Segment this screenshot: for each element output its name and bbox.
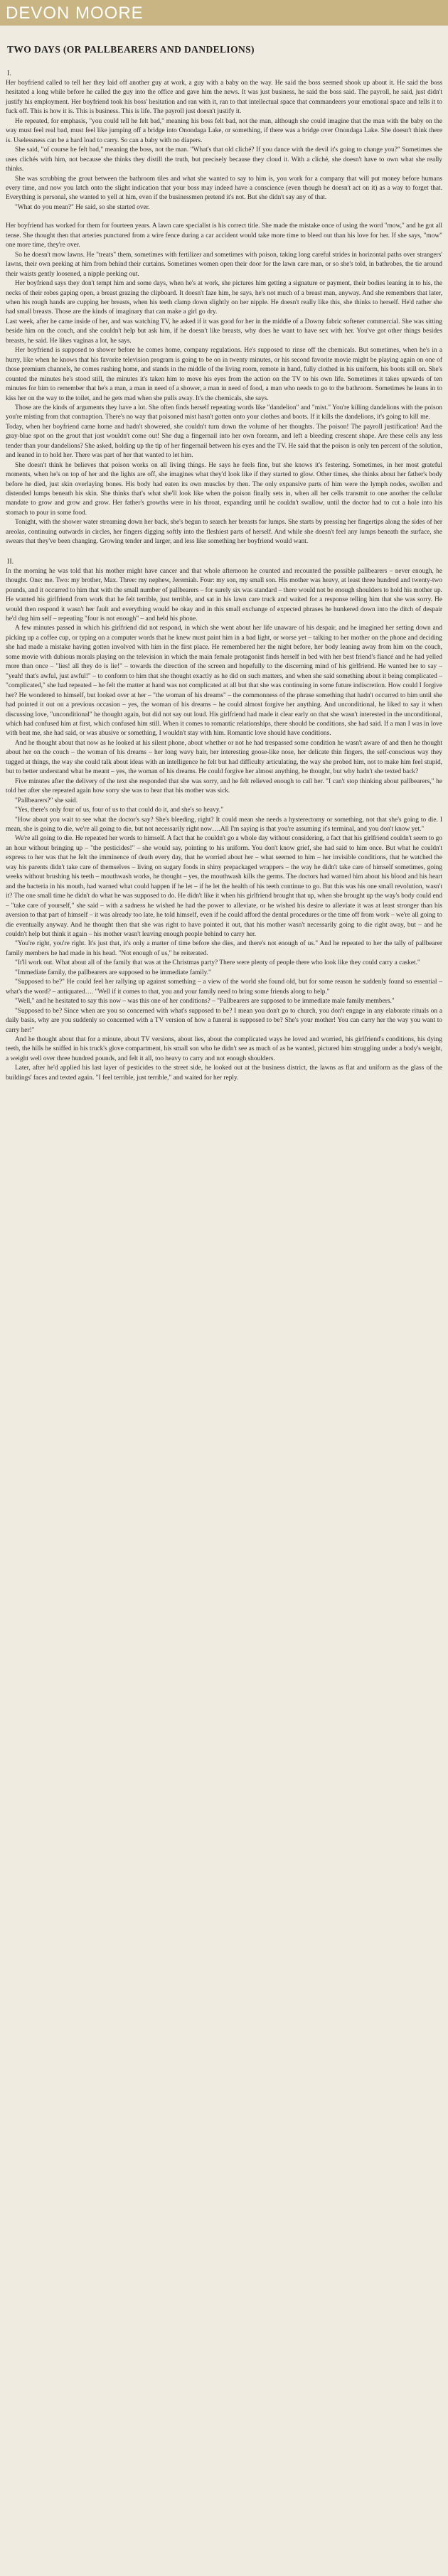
paragraph: She was scrubbing the grout between the bathroom tiles and what she wanted to say to him is, you work for a company that will put money before humans every time, and now you latch onto the slight indication that your boss may indeed have a conscience (even though he doesn't act on it) as a way to forget that. Everything is personal, she wanted to yell at him, even if the businessmen pretend it's not. But she didn't say any of that. — [6, 175, 442, 202]
paragraph-gap — [6, 212, 442, 222]
paragraph: And he thought about that for a minute, about TV versions, about lies, about the complicated ways he loved and worried, his girlfriend's conditions, his dying teeth, the hills he sniffed in his truck's glove compartment, his small son who he didn't see as much of as he wanted, pictured him struggling under a body's weight, a weight well over three hundred pounds, and felt it all, too heavy to carry and not enough shoulders. — [6, 1035, 442, 1062]
paragraph: "Immediate family, the pallbearers are supposed to be immediate family." — [15, 969, 211, 976]
paragraph: "It'll work out. What about all of the family that was at the Christmas party? There were plenty of people there who look like they could carry a casket." — [15, 959, 420, 967]
paragraph: Later, after he'd applied his last layer of pesticides to the street side, he looked out at the business district, the lawns as flat and uniform as the glass of the buildings' faces and texted again. "I feel terrible, just terrible," and waited for her reply. — [6, 1065, 442, 1082]
paragraph: "Yes, there's only four of us, four of us to that could do it, and she's so heavy." — [15, 807, 224, 814]
paragraph: Those are the kinds of arguments they have a lot. She often finds herself repeating words like "dandelion" and "mist." You're killing dandelions with the poison you're misting from that contraption. There's no way that poisoned mist hasn't gotten onto your clothes and boots. If it kills the dandelions, it's going to kill me. — [6, 404, 442, 421]
paragraph: In the morning he was told that his mother might have cancer and that whole afternoon he counted and recounted the possible pallbearers – never enough, he thought. One: me. Two: my brother, Max. Three: my nephew, Jeremiah. Four: my son, my small son. His mother was heavy, at least three hundred and twenty-two pounds, and it occurred to him that with the small number of pallbearers – for surely six was standard – there would not be enough shoulders to hold his mother up. He wanted his girlfriend from work that he felt terrible, just terrible, and sat in his lawn care truck and waited for a response telling him that she was sorry. He would then respond it wasn't her fault and everything would be okay and in this small exchange of expected phrases he hunkered down into the ditch of despair he'd dug him self – repeating "four is not enough" – and held his phone. — [6, 567, 442, 623]
paragraph: "What do you mean?" He said, so she started over. — [15, 203, 150, 211]
paragraph: "Supposed to be?" He could feel her rallying up against something – a view of the world she found old, but for some reason he suddenly found so essential – what's the word? – antiquated…. "Well if it comes to that, you and your family need to bring some friends along to help." — [6, 979, 442, 996]
paragraph: Tonight, with the shower water streaming down her back, she's begun to search her breasts for lumps. She starts by pressing her fingertips along the sides of her areolas, continuing outwards in circles, her fingers digging softly into the fleshiest parts of herself. And while she doesn't feel any lumps beneath the surface, she swears that they've been changing. Growing tender and larger, and less like something her boyfriend would want. — [6, 519, 442, 546]
paragraph: Her boyfriend called to tell her they laid off another guy at work, a guy with a baby on the way. He said the boss seemed shook up about it. He said the boss hesitated a long while before he called the guy into the office and gave him the news. It was just business, he said the boss said. The payroll, he said, just didn't justify his employment. Her boyfriend took his boss' hesitation and ran with it, ran to that intellectual space that commandeers your emotional space and tells it to fuck off. This is how it is. This is business. This is life. The payroll just doesn't justify it. — [6, 80, 442, 116]
paragraph: Last week, after he came inside of her, and was watching TV, he asked if it was good for her in the middle of a Downy fabric softener commercial. She was sitting beside him on the couch, and she couldn't help but ask him, if he doesn't like breasts, why does he want to have sex with her. You've got other things besides breasts, he said. He likes vaginas a lot, he says. — [6, 318, 442, 345]
section-gap — [6, 547, 442, 556]
paragraph: He repeated, for emphasis, "you could tell he felt bad," meaning his boss felt bad, not the man, although she could imagine that the man with the baby on the way must feel real bad, must feel like jumping off a bridge into Onondaga Lake, or something, if there was a bridge over Onondaga Lake. She doesn't think there is. Uselessness can be a hard load to carry. So can a baby with no diapers. — [6, 117, 442, 144]
section-numeral-1: I. — [7, 70, 11, 77]
paragraph: "Well," and he hesitated to say this now – was this one of her conditions? – "Pallbearers are supposed to be immediate male family members." — [15, 998, 395, 1006]
paragraph: Today, when her boyfriend came home and hadn't showered, she couldn't turn down the volume of her thoughts. The poison! The payroll justification! And the gray-blue spot on the grout that just wouldn't come out! She dug a fingernail into her own forearm, and left a bleeding crescent shape. Are these cells any less tender than your dandelions? She asked, holding up the tip of her fingernail between his eyes and the TV. He said that the poison is only ten percent of the solution, and leaned in to hold her. There was part of her that wanted to let him. — [6, 423, 442, 460]
site-logo[interactable]: DEVON MOORE — [6, 4, 144, 23]
paragraph: A few minutes passed in which his girlfriend did not respond, in which she went about her life unaware of his despair, and he imagined her setting down and picking up a coffee cup, or typing on a computer words that he knew must paint him in a bad light, or worse yet – talking to her mother on the phone and deciding she had made a mistake having gotten involved with him in the first place. He remembered her the night before, her body leaning away from him on the couch, some movie with dubious morals playing on the television in which the main female protagonist finds herself in bed with her best friend's fiancé and he had yelled more than once – "lies! all they do is lie!" – towards the direction of the screen and hopefully to the discerning mind of his girlfriend. He wanted her to say – "yeah! that's awful, just awful!" – to conform to him that she thought exactly as he did on such matters, and when she said something about it being complicated – "complicated," she had repeated – he felt the matter at hand was not complicated at all but that she was continuing in some future indiscretion. How could I forgive her? He wondered to himself, but looked over at her – "the woman of his dreams" – the commonness of the phrase something that hadn't occurred to him until she had pointed it out on a previous occasion – yes, the woman of his dreams – he could almost forgive her anything. And unconditional, he liked to say it when discussing love, "unconditional" he thought again, but did not say out loud. His girlfriend had made it clear early on that she wasn't interested in the unconditional, which had confused him at first, which confused him still. When it comes to romantic relationships, there should be conditions, she had said. If a man I was in love with beat me, she had said, or was abusive or something, I wouldn't stay with him. Romantic love should have conditions. — [6, 625, 442, 738]
paragraph: Her boyfriend says they don't tempt him and some days, when he's at work, she pictures him getting a signature or payment, their bodies leaning in to his, the necks of their robes gaping open, a breast grazing the clipboard. It doesn't faze him, he says, he's not much of a breast man, anyway. And she remembers that later, when his rough hands are cupping her breasts, when his teeth clamp down slightly on her nipple. He doesn't really like this, she thinks to herself. He'd rather she had small breasts. Those are the kinds of imaginary that can make a girl go dry. — [6, 280, 442, 316]
paragraph: "Pallbearers?" she said. — [15, 797, 78, 804]
paragraph: Five minutes after the delivery of the text she responded that she was sorry, and he felt relieved enough to call her. "I can't stop thinking about pallbearers," he told her after she repeated again how sorry she was to hear that his mother was sick. — [6, 777, 442, 795]
paragraph: So he doesn't mow lawns. He "treats" them, sometimes with fertilizer and sometimes with poison, taking long careful strides in horizontal paths over strangers' lawns, their own peeking at him from behind their curtains. Sometimes women open their door for the lawn care man, or so she's told, in bathrobes, the tie around their waists gently loosened, a nipple peeking out. — [6, 251, 442, 278]
paragraph: And he thought about that now as he looked at his silent phone, about whether or not he had trespassed some condition he wasn't aware of and then he thought about her on the couch – the woman of his dreams – her long wavy hair, her interesting goose-like nose, her delicate thin fingers, the self-conscious way they tugged at things, the way she could talk about ideas with an intelligence he felt but had difficulty articulating, the way she probed him, not to make him feel stupid, but to better understand what he meant – yes, the woman of his dreams. He could forgive her almost anything, he thought, but why hadn't she texted back? — [6, 739, 442, 776]
paragraph: Her boyfriend has worked for them for fourteen years. A lawn care specialist is his correct title. She made the mistake once of using the word "mow," and he got all tense. She thought then that arteries punctured from a wire fence during a car accident would take more time to bleed out than his love for her. If she says, "mow" one more time, they're over. — [6, 222, 442, 249]
paragraph: Her boyfriend is supposed to shower before he comes home, company regulations. He's supposed to rinse off the chemicals. But sometimes, when he's in a hurry, like when he knows that his favorite television program is going to be on in twenty minutes, or his second favorite movie might be playing again on one of those premium channels, he comes rushing home, and stands in the middle of the living room, remote in hand, fully clothed in his uniform, his boots still on. She's counted the minutes he's stood still, the minutes it's taken him to move his eyes from the action on the TV to his own life. Sometimes it takes upwards of ten minutes for him to remember that he's a man, a man in need of a shower, a man in need of food, a man who needs to go to the bathroom. Sometimes he leans in to kiss her on the way to the toilet, and he gets mad when she pulls away. It's the chemicals, she says. — [6, 347, 442, 402]
paragraph: We're all going to die. He repeated her words to himself. A fact that he couldn't go a whole day without considering, a fact that his girlfriend couldn't seem to go an hour without bringing up – "the pesticides!" – she would say, pointing to his uniform. You don't know grief, she had said to him once. But what he couldn't express to her was that he felt the imminence of death every day, that he worried about her – what seemed to him – her invisible conditions, that he watched the way his parents didn't take care of themselves – living on sugary foods in shiny prepackaged wrappers – the way he didn't take care of himself sometimes, going weeks without brushing his teeth – mouthwash works, he thought – yes, the mouthwash kills the germs. The doctors had warned him about his blood and his heart and the bacteria in his mouth, had warned what could happen if he let – if he let the health of his teeth continue to go. But this was his one small revolution, wasn't it? The one small time he didn't do what he was supposed to do. He didn't like it when his girlfriend brought that up, when she brought up the way's body could end – "take care of yourself," she said – with a sadness he wished he had the power to alleviate, or he wished his desire to alleviate it was at least stronger than his aversion to that part of himself – it was already too late, he told himself, even if he could afford the dental procedures or the time off from work – we're all going to die eventually anyway. And he thought then that she was right to have pointed it out, that his mother wasn't necessarily going to die right away, but – and he couldn't help but think it again – his mother wasn't leaving enough people behind to carry her. — [6, 835, 442, 938]
paragraph: "How about you wait to see what the doctor's say? She's bleeding, right? It could mean she needs a hysterectomy or something, not that she's going to die. I mean, she is going to die, we're all going to die, but not necessarily right now….All I'm saying is that you're assuming it's terminal, and you don't know yet." — [6, 816, 442, 833]
site-header — [0, 0, 448, 26]
section-numeral-2: II. — [7, 557, 14, 566]
story-content — [0, 26, 448, 1083]
paragraph: She doesn't think he believes that poison works on all living things. He says he feels fine, but she knows it's festering. Sometimes, in her most grateful moments, when he's on top of her and the lights are off, she imagines what they'd look like if they started to glow. Other times, she thinks about her father's body before he died, just skin overlaying bones. His body had eaten its own muscles by then. The only expansive parts of him were the lymph nodes, swollen and distended lumps beneath his skin. She thinks that's what she'll look like when the poison finally sets in, when all her cells transmit to one another the cellular mandate to grow and grow and grow. Her father's growths were in his throat, expanding until he couldn't swallow, until the doctor had to cut a hole into his stomach to pour in some food. — [6, 461, 442, 517]
paragraph: She said, "of course he felt bad," meaning the boss, not the man. "What's that old cliché? If you dance with the devil it's going to change you?" Sometimes she uses clichés with him, not because she thinks they distill the truth, but precisely because they cloud it. With a cliché, she doesn't have to own what she really thinks. — [6, 146, 442, 173]
paragraph: "You're right, you're right. It's just that, it's only a matter of time before she dies, and there's not enough of us." And he repeated to her the tally of pallbearer family members he had made in his head. "Not enough of us," he reiterated. — [6, 940, 442, 957]
story-title: TWO DAYS (OR PALLBEARERS AND DANDELIONS) — [7, 44, 255, 55]
paragraph: "Supposed to be? Since when are you so concerned with what's supposed to be? I mean you don't go to church, you don't engage in any elaborate rituals on a daily basis, why are you suddenly so concerned with a TV version of how a funeral is supposed to be? She's your mother! You can carry her the way you want to carry her!" — [6, 1007, 442, 1034]
